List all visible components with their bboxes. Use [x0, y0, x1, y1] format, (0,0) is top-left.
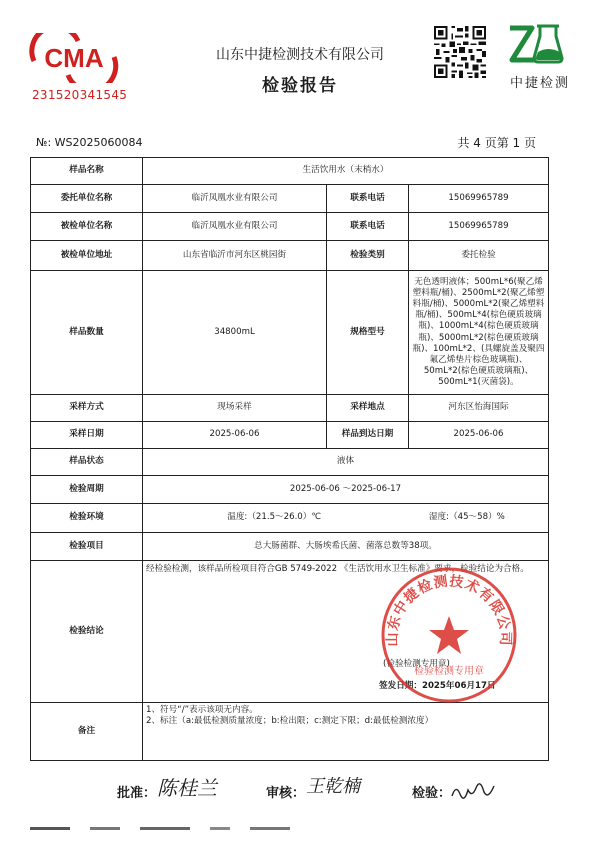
- official-seal: [378, 564, 520, 706]
- table-row: [31, 449, 549, 476]
- inspected-unit-label: 被检单位名称: [31, 213, 143, 241]
- inspection-type-value: 委托检验: [409, 241, 549, 271]
- inspection-period-value: 2025-06-06 ～2025-06-17: [143, 476, 549, 504]
- address-value: 山东省临沂市河东区桃园街: [143, 241, 327, 271]
- quantity-label: 样品数量: [31, 271, 143, 395]
- remarks-value: [143, 703, 549, 761]
- sampling-date-value: 2025-06-06: [143, 422, 327, 449]
- inspection-env-value: [143, 504, 549, 533]
- table-row: [31, 185, 549, 213]
- reviewer-label: 审核：: [266, 786, 306, 801]
- sampling-method-label: 采样方式: [31, 395, 143, 422]
- page-indicator: 共 4 页第 1 页: [457, 136, 536, 150]
- table-row: [31, 241, 549, 271]
- address-label: 被检单位地址: [31, 241, 143, 271]
- arrival-date-value: 2025-06-06: [409, 422, 549, 449]
- humidity-value: 湿度:（45～58）%: [428, 512, 505, 523]
- table-row: [31, 533, 549, 561]
- inspector-signature-scribble: [450, 780, 498, 802]
- brand-name: 中捷检测: [509, 76, 570, 91]
- cma-certificate-number: 231520341545: [32, 88, 128, 102]
- inspected-unit-value: 临沂凤凰水业有限公司: [143, 213, 327, 241]
- reviewer-signature: 王乾楠: [306, 776, 360, 797]
- client-phone-value: 15069965789: [409, 185, 549, 213]
- brand-logo-icon: [506, 22, 568, 66]
- sample-state-label: 样品状态: [31, 449, 143, 476]
- client-phone-label: 联系电话: [327, 185, 409, 213]
- inspector-label: 检验：: [412, 786, 452, 801]
- inspected-phone-label: 联系电话: [327, 213, 409, 241]
- remark-line: 2、标注（a:最低检测质量浓度；b:检出限；c:测定下限；d:最低检测浓度）: [146, 716, 434, 727]
- table-row: [31, 158, 549, 185]
- table-row: [31, 504, 549, 533]
- company-name: 山东中捷检测技术有限公司: [216, 47, 384, 63]
- table-row: [31, 395, 549, 422]
- sampling-place-label: 采样地点: [327, 395, 409, 422]
- remark-line: 1、符号“/”表示该项无内容。: [146, 705, 258, 715]
- client-label: 委托单位名称: [31, 185, 143, 213]
- document-number-label: №:: [36, 136, 52, 149]
- seal-subtext: 检验检测专用章: [414, 666, 484, 677]
- table-row: [31, 476, 549, 504]
- inspection-type-label: 检验类别: [327, 241, 409, 271]
- sampling-place-value: 河东区怡海国际: [409, 395, 549, 422]
- footer-edge: [30, 826, 300, 832]
- issue-date: 签发日期：2025年06月17日: [379, 681, 496, 691]
- qr-code-icon: [432, 24, 488, 80]
- inspection-items-value: 总大肠菌群、大肠埃希氏菌、菌落总数等38项。: [143, 533, 549, 561]
- document-number: [36, 136, 143, 149]
- inspection-items-label: 检验项目: [31, 533, 143, 561]
- client-value: 临沂凤凰水业有限公司: [143, 185, 327, 213]
- sampling-method-value: 现场采样: [143, 395, 327, 422]
- sample-state-value: 液体: [143, 449, 549, 476]
- table-row: [31, 703, 549, 761]
- approver-signature: 陈桂兰: [157, 776, 217, 800]
- sample-name-value: 生活饮用水（末梢水）: [143, 158, 549, 185]
- inspection-period-label: 检验周期: [31, 476, 143, 504]
- table-row: [31, 213, 549, 241]
- svg-text:CMA: CMA: [44, 43, 104, 73]
- table-row: [31, 422, 549, 449]
- inspected-phone-value: 15069965789: [409, 213, 549, 241]
- cma-logo: [28, 33, 120, 83]
- quantity-value: 34800mL: [143, 271, 327, 395]
- conclusion-label: 检验结论: [31, 561, 143, 703]
- inspection-env-label: 检验环境: [31, 504, 143, 533]
- document-number-value: WS2025060084: [54, 136, 143, 149]
- temperature-value: 温度:（21.5～26.0）℃: [227, 512, 322, 523]
- seal-text: 山东中捷检测技术有限公司: [384, 573, 514, 647]
- stamp-caption: (检验检测专用章): [383, 659, 450, 669]
- remarks-label: 备注: [31, 703, 143, 761]
- approver-label: 批准：: [117, 786, 157, 801]
- report-title: 检验报告: [262, 76, 338, 96]
- conclusion-text: 经检验检测，该样品所检项目符合GB 5749-2022 《生活饮用水卫生标准》要求，检验结论为合格。: [146, 564, 529, 574]
- arrival-date-label: 样品到达日期: [327, 422, 409, 449]
- sample-name-label: 样品名称: [31, 158, 143, 185]
- spec-label: 规格型号: [327, 271, 409, 395]
- sampling-date-label: 采样日期: [31, 422, 143, 449]
- spec-value: 无色透明液体；500mL*6(聚乙烯塑料瓶/桶)、2500mL*2(聚乙烯塑料瓶/桶)、5000mL*2(聚乙烯塑料瓶/桶)、500mL*4(棕色硬质玻璃瓶)、1000mL*4(棕色硬质玻璃瓶)、5000mL*2(棕色硬质玻璃瓶)、100mL*2、(具螺旋盖及聚四氟乙烯垫片棕色玻璃瓶)、50mL*2(棕色硬质玻璃瓶)、500mL*1(灭菌袋)。: [409, 271, 549, 395]
- table-row: [31, 271, 549, 395]
